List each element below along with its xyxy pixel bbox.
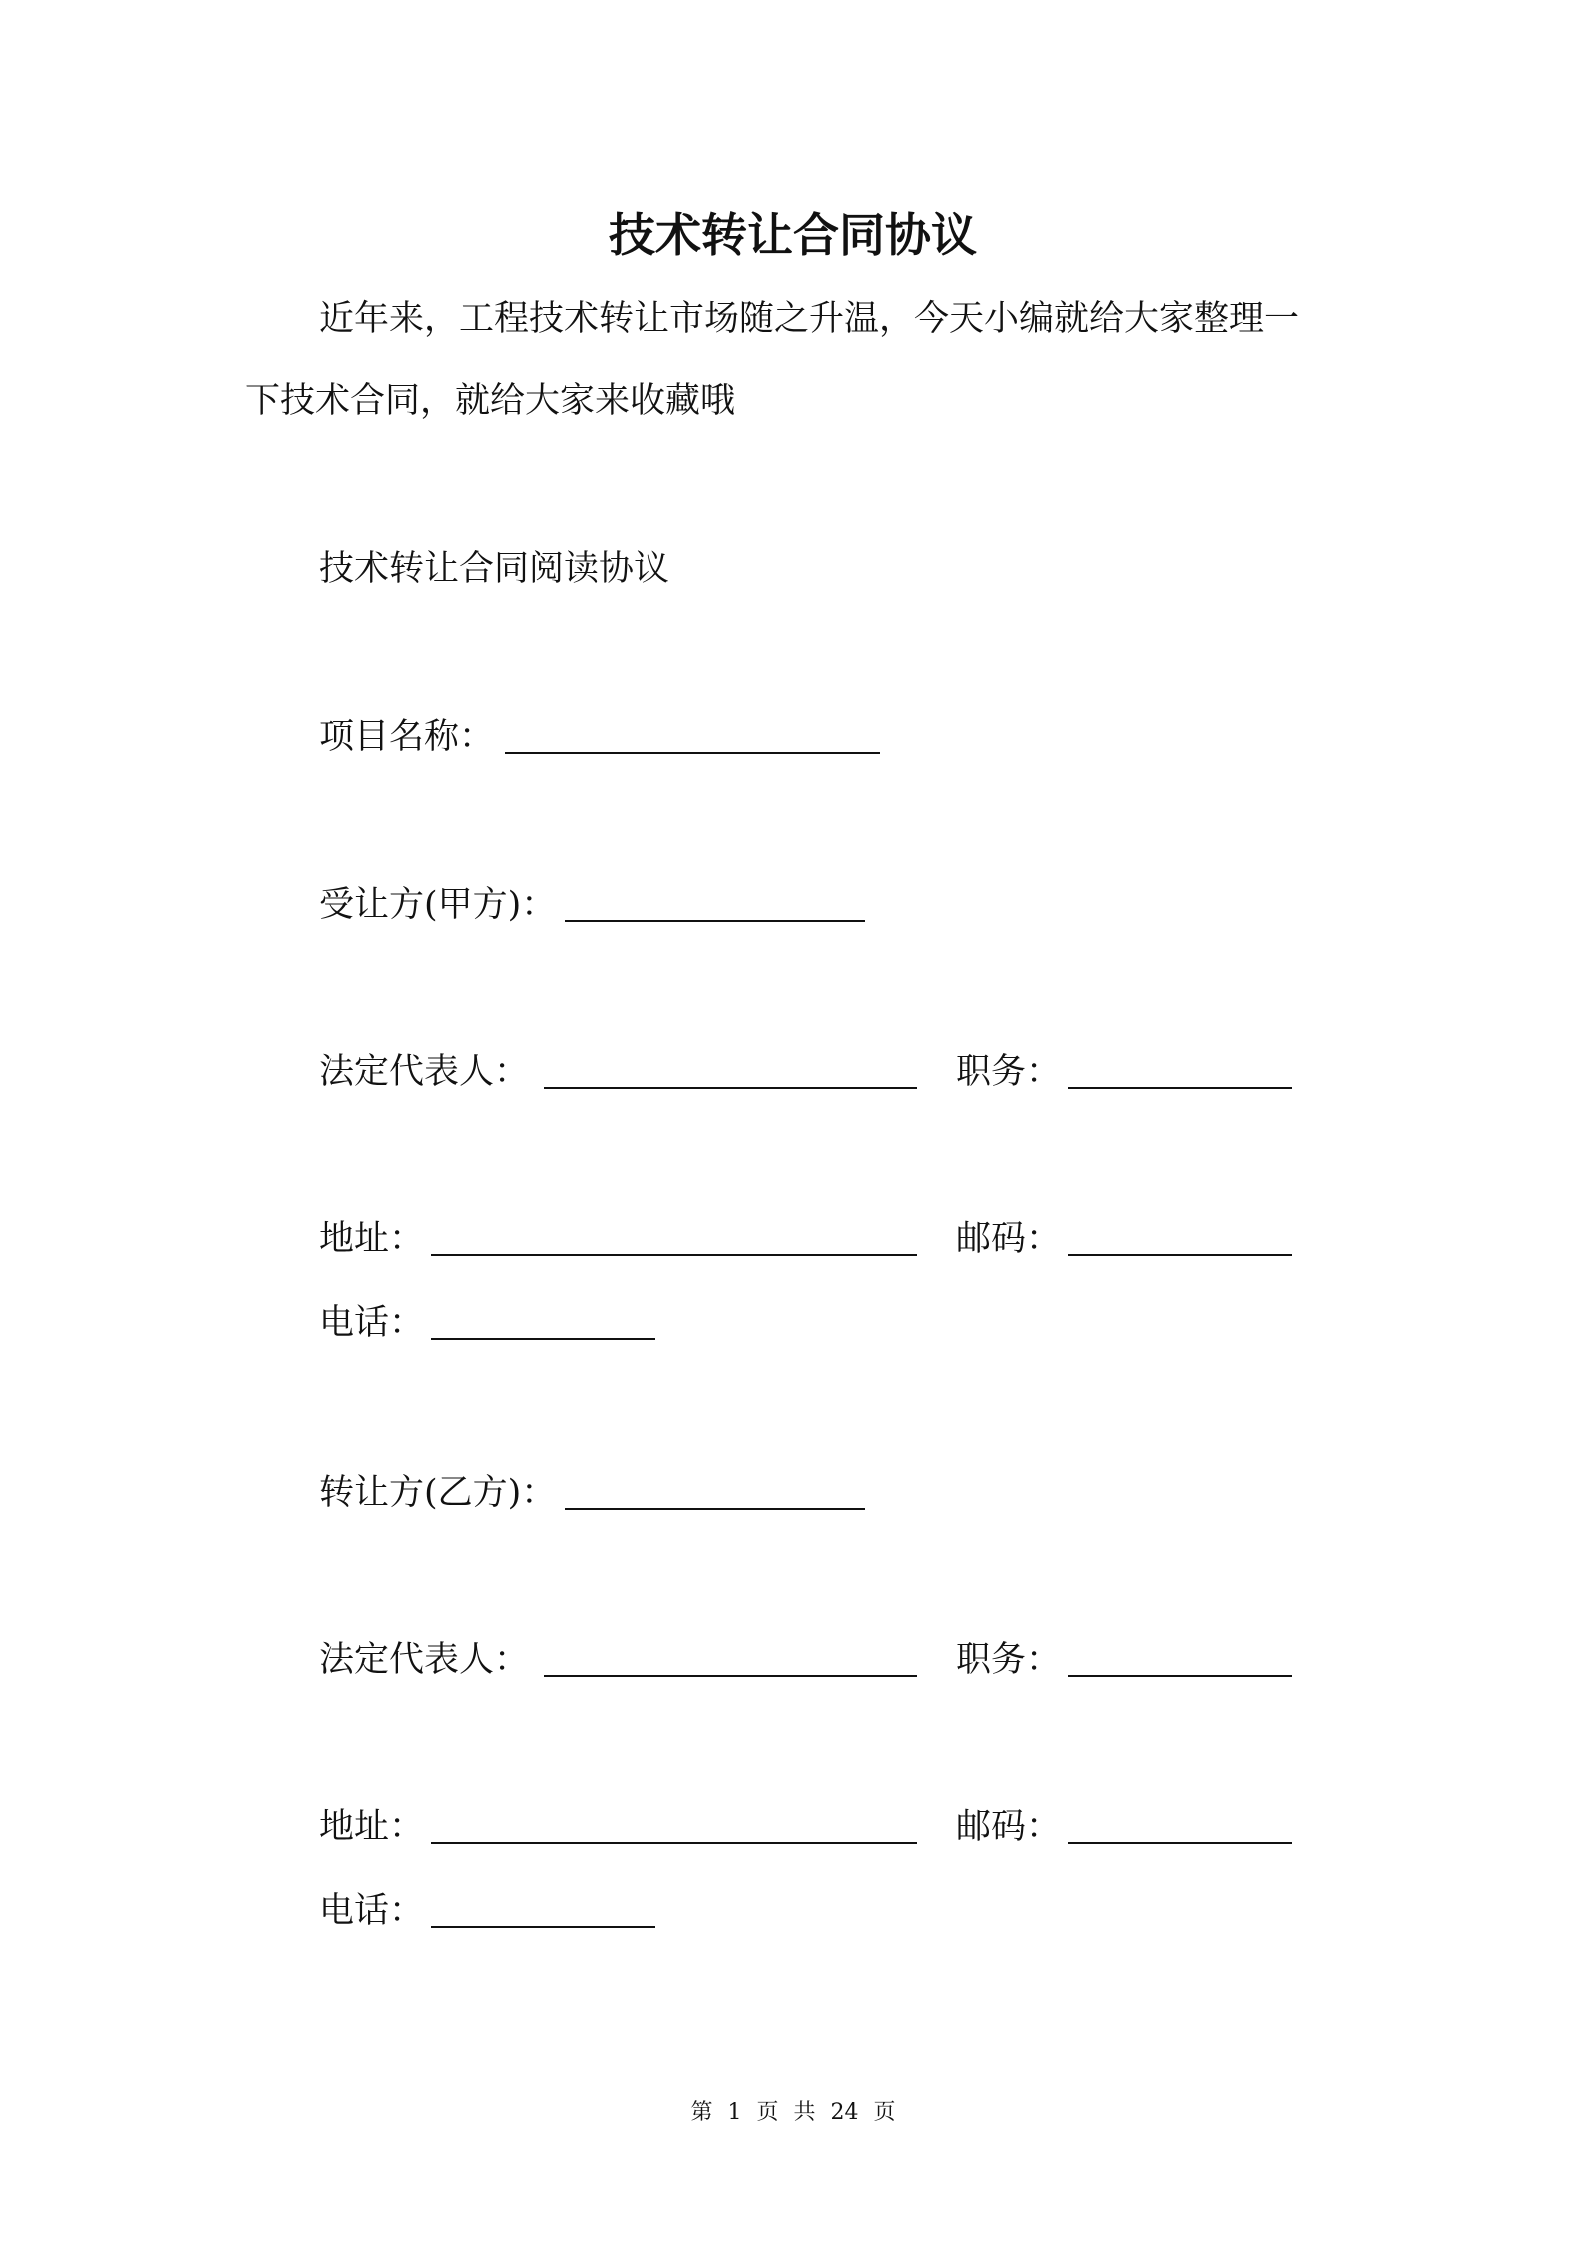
a-position-label: 职务： <box>956 1052 1062 1092</box>
a-legal-rep-blank[interactable] <box>544 1087 917 1089</box>
b-legal-rep-blank[interactable] <box>544 1675 917 1677</box>
b-postcode-blank[interactable] <box>1068 1842 1292 1844</box>
page-number: 第 1 页 共 24 页 <box>690 2100 896 2125</box>
a-phone-blank[interactable] <box>431 1338 655 1340</box>
section-subtitle: 技术转让合同阅读协议 <box>319 549 670 589</box>
b-phone-label: 电话： <box>319 1891 425 1931</box>
party-b-label: 转让方(乙方)： <box>319 1473 557 1513</box>
intro-line-1: 近年来，工程技术转让市场随之升温，今天小编就给大家整理一 <box>319 299 1300 339</box>
party-a-blank[interactable] <box>565 920 865 922</box>
document-title: 技术转让合同协议 <box>609 208 977 262</box>
party-b-blank[interactable] <box>565 1508 865 1510</box>
a-legal-rep-label: 法定代表人： <box>319 1052 530 1092</box>
intro-line-2: 下技术合同，就给大家来收藏哦 <box>245 381 736 421</box>
a-postcode-label: 邮码： <box>956 1219 1062 1259</box>
b-position-label: 职务： <box>956 1640 1062 1680</box>
a-position-blank[interactable] <box>1068 1087 1292 1089</box>
party-a-label: 受让方(甲方)： <box>319 885 557 925</box>
b-position-blank[interactable] <box>1068 1675 1292 1677</box>
b-postcode-label: 邮码： <box>956 1807 1062 1847</box>
project-name-label: 项目名称： <box>319 717 495 757</box>
b-phone-blank[interactable] <box>431 1926 655 1928</box>
a-address-blank[interactable] <box>431 1254 917 1256</box>
b-address-label: 地址： <box>319 1807 425 1847</box>
project-name-blank[interactable] <box>505 752 880 754</box>
a-phone-label: 电话： <box>319 1303 425 1343</box>
b-legal-rep-label: 法定代表人： <box>319 1640 530 1680</box>
a-address-label: 地址： <box>319 1219 425 1259</box>
a-postcode-blank[interactable] <box>1068 1254 1292 1256</box>
b-address-blank[interactable] <box>431 1842 917 1844</box>
